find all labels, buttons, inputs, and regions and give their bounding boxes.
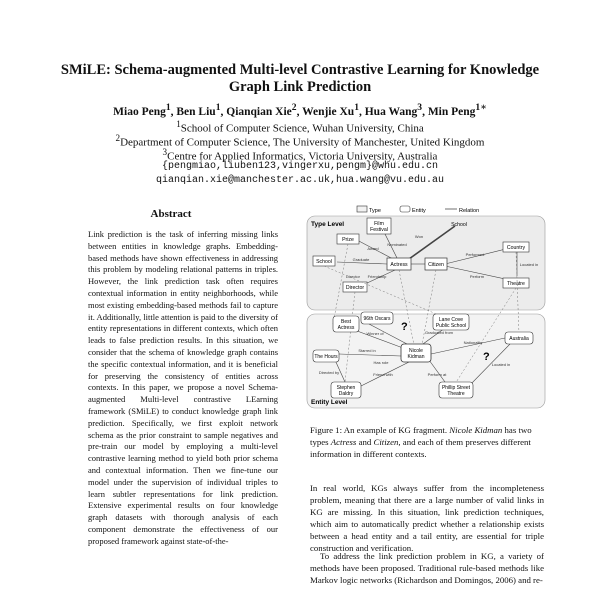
abstract-body: Link prediction is the task of inferring missing links between entities in knowledge graphs. Embedding-based methods have shown effectiveness in addressing this problem by modeling relational patterns in triples. However, the link prediction task often requires contextual information in entity neighborhoods, while most existing embedding-based methods fail to capture it. Additionally, little attention is paid to the diversity of entity representations in different contexts, which often leads to false prediction results. In this situation, we consider that the schema of knowledge graph contains the specific contextual information, and it is beneficial for preserving the consistency of entities across contexts. In this paper, we propose a novel Schema-augmented Multi-level contrastive LEarning framework (SMiLE) to conduct knowledge graph link prediction. Specifically, we first exploit network schema as the prior constraint to sample negatives and pre-train our model by employing a multi-level contrastive learning method to yield both prior schema and contextual information. Then we fine-tune our model under the supervision of individual triples to learn subtler representations for link prediction. Extensive experimental results on four knowledge graph datasets with thorough analysis of each component demonstrate the effectiveness of our proposed framework against state-of-the- — [88, 229, 278, 546]
legend-type-label: Type — [369, 208, 381, 214]
legend-entity-swatch — [400, 206, 410, 212]
type-node-label: Country — [506, 245, 526, 251]
intro-paragraph: To address the link prediction problem in KG, a variety of methods have been proposed. Traditional rule-based methods like Markov logic networks (Richardson and Domingos, 2006) and re- — [310, 551, 544, 585]
entity-edge-label: Perform at — [427, 372, 447, 377]
entity-node-label: Public School — [435, 323, 467, 329]
type-node-label: Festival — [370, 227, 388, 233]
email-line[interactable]: qianqian.xie@manchester.ac.uk,hua.wang@vu.edu.au — [155, 175, 445, 186]
entity-node-label: Best — [340, 319, 352, 325]
author: Hua Wang$^3$ — [364, 102, 423, 118]
entity-node-label: Australia — [509, 336, 529, 342]
entity-edge-label: Friend with — [373, 372, 393, 377]
paper-title: SMiLE: Schema-augmented Multi-level Contrastive Learning for Knowledge Graph Link Prediction — [60, 62, 540, 95]
entity-node-label: Actress — [337, 325, 355, 331]
entity-node-label: 96th Oscars — [363, 316, 391, 322]
entity-node-label: Theatre — [447, 391, 465, 397]
type-edge-label: Friendship — [367, 274, 387, 279]
entity-edge-label: Winner of — [366, 331, 384, 336]
affiliation: $^2$Department of Computer Science, The University of Manchester, United Kingdom — [115, 133, 485, 149]
entity-edge-label: Directed by — [318, 370, 340, 375]
entity-edge-label: Located in — [491, 362, 511, 367]
kg-figure — [305, 204, 547, 410]
affiliation: $^1$School of Computer Science, Wuhan University, China — [176, 119, 424, 135]
entity-edge-label: Starred in — [358, 348, 376, 353]
entity-node-label: The Hours — [314, 354, 338, 360]
type-edge-label: Perform — [469, 274, 485, 279]
entity-edge-label: Nationality — [463, 340, 483, 345]
figure-legend — [357, 206, 479, 214]
legend-relation-label: Relation — [459, 208, 480, 214]
entity-node-label: Kidman — [407, 354, 425, 360]
email-line[interactable]: {pengmiao,liuben123,vingerxu,pengm}@whu.edu.cn — [161, 161, 439, 172]
type-level-label: Type Level — [311, 221, 345, 228]
author: Min Peng$^{1∗}$ — [427, 102, 487, 118]
type-edge-label: Won — [414, 234, 424, 239]
author: Ben Liu$^1$ — [176, 102, 221, 118]
legend-type-swatch — [357, 206, 367, 212]
abstract-heading: Abstract — [150, 208, 192, 220]
type-node-label: Prize — [342, 237, 354, 243]
type-node-label: Film — [374, 221, 384, 227]
type-edge-label: Performed — [465, 252, 485, 257]
type-edge-label: Award — [367, 246, 379, 251]
entity-node-label: Phillip Street — [441, 385, 471, 391]
type-node-label: Citizen — [428, 262, 444, 268]
author-list: Miao Peng$^1$, Ben Liu$^1$, Qianqian Xie$^2$, Wenjie Xu$^1$, Hua Wang$^3$, Min Peng$^{1∗}$ — [113, 102, 487, 118]
type-node-label: Theatre — [507, 281, 525, 287]
type-node-label: School — [316, 259, 332, 265]
entity-node-label: Stephen — [336, 385, 356, 391]
type-node-label: Director — [345, 285, 365, 291]
type-edge-label: Located in — [519, 262, 539, 267]
entity-level-label: Entity Level — [311, 399, 348, 406]
affiliation: $^3$Centre for Applied Informatics, Victoria University, Australia — [162, 147, 438, 163]
legend-entity-label: Entity — [412, 208, 426, 214]
type-edge-label: Nominated — [387, 242, 407, 247]
entity-node-label: Lane Cove — [438, 317, 464, 323]
figure-caption: Figure 1: An example of KG fragment. Nicole Kidman has two types Actress and Citizen, and each of them preserves different information in different contexts. — [310, 425, 532, 459]
author: Qianqian Xie$^2$ — [226, 102, 297, 118]
type-edge-label: Graduate — [352, 257, 370, 262]
entity-node-label: Daldry — [338, 391, 354, 397]
entity-edge-label: Graduated from — [424, 330, 454, 335]
type-edge-label: Director — [345, 274, 361, 279]
type-node-label: Actress — [390, 262, 408, 268]
author: Wenjie Xu$^1$ — [302, 102, 359, 118]
missing-link-mark: ? — [401, 321, 408, 333]
missing-link-mark: ? — [483, 351, 490, 363]
entity-edge-label: Has role — [373, 360, 389, 365]
author: Miao Peng$^1$ — [113, 102, 171, 118]
type-node-label: School — [451, 222, 467, 228]
entity-node-label: Nicole — [409, 348, 423, 354]
intro-paragraph: In real world, KGs always suffer from the incompleteness problem, meaning that there are a large number of valid links in KG are missing. In this situation, link prediction techniques, which aim to automatically predict whether a relationship exists between a head entity and a tail entity, are essential for triple construction and verification. — [310, 483, 544, 553]
